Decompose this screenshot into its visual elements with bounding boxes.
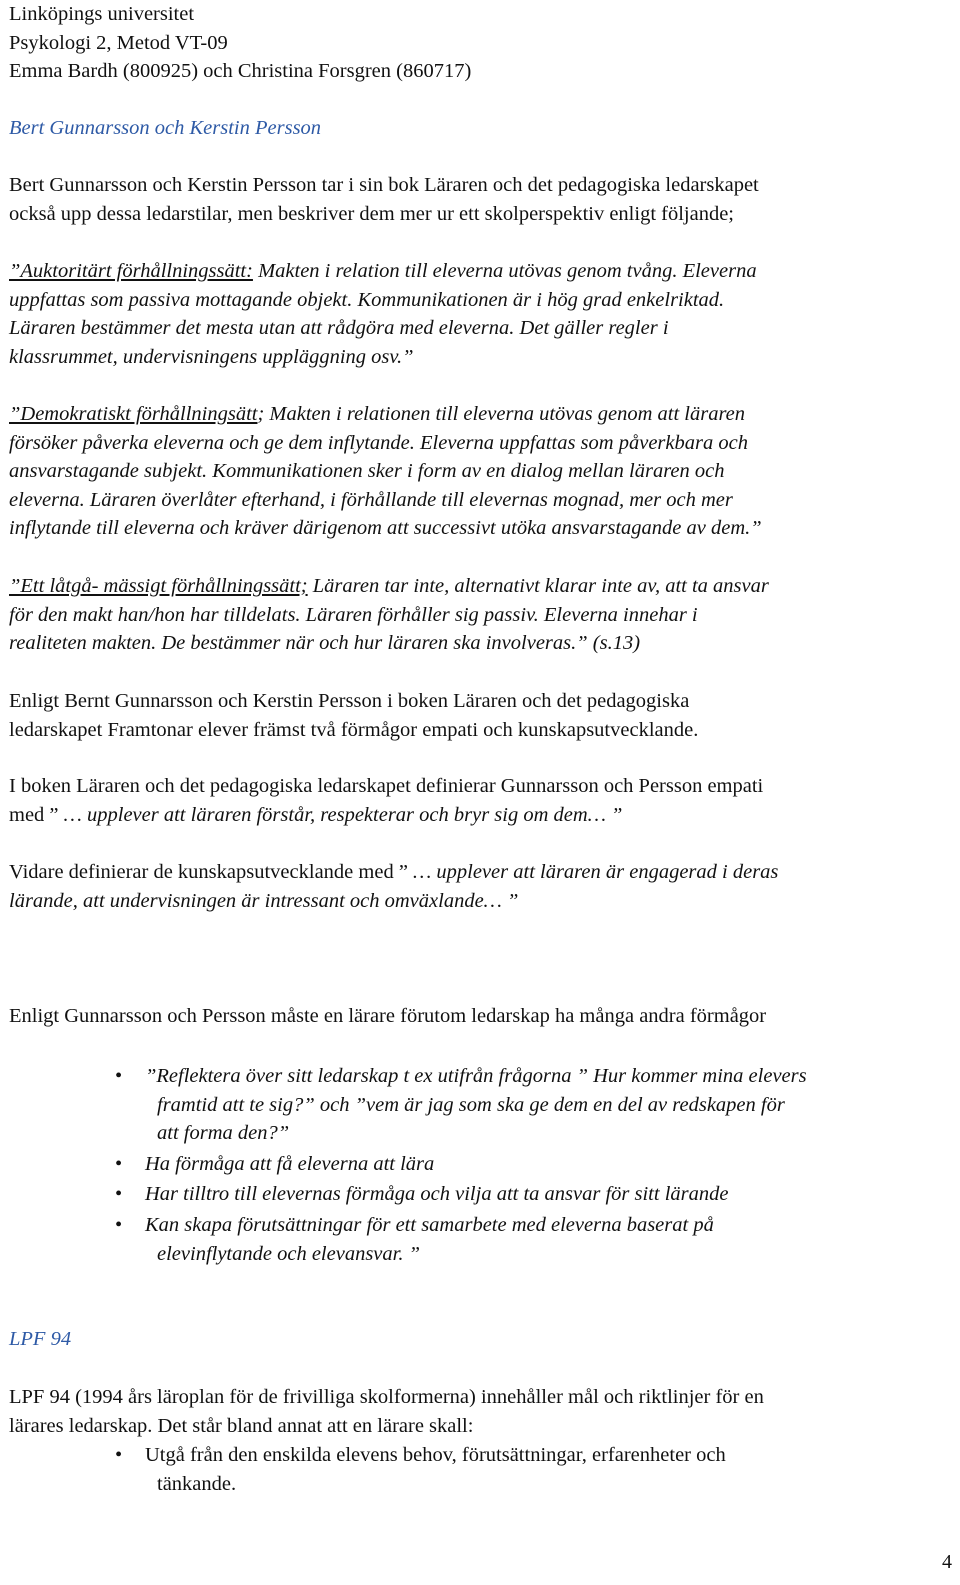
text-line: Bert Gunnarsson och Kerstin Persson tar i sin bok Läraren och det pedagogiska ledarskapet xyxy=(9,174,759,196)
paragraph-lpf xyxy=(9,1383,954,1440)
term-demokratiskt: ”Demokratiskt förhållningsätt xyxy=(9,403,258,425)
list-item: • Ha förmåga att få eleverna att lära xyxy=(145,1150,960,1179)
term-latga: ”Ett låtgå- mässigt förhållningssätt; xyxy=(9,575,308,597)
header-course: Psykologi 2, Metod VT-09 xyxy=(9,31,228,54)
paragraph-formagor: Enligt Gunnarsson och Persson måste en lärare förutom ledarskap ha många andra förmågor xyxy=(9,1005,767,1027)
text-line: LPF 94 (1994 års läroplan för de frivilliga skolformerna) innehåller mål och riktlinjer för en xyxy=(9,1386,764,1408)
quote-demokratiskt xyxy=(9,400,954,543)
text-line: försöker påverka eleverna och ge dem inflytande. Eleverna uppfattas som påverkbara och xyxy=(9,431,748,454)
paragraph-kunskap xyxy=(9,858,954,915)
text-line: med ” xyxy=(9,803,64,826)
text-line: Läraren bestämmer det mesta utan att rådgöra med eleverna. Det gäller regler i xyxy=(9,317,669,340)
text-line: I boken Läraren och det pedagogiska ledarskapet definierar Gunnarsson och Persson empati xyxy=(9,775,764,797)
document-header xyxy=(9,0,471,86)
header-authors: Emma Bardh (800925) och Christina Forsgren (860717) xyxy=(9,60,472,83)
bullet-glyph: • xyxy=(115,1444,123,1466)
lpf-list xyxy=(115,1441,960,1498)
text-line: ledarskapet Framtonar elever främst två förmågor empati och kunskapsutvecklande. xyxy=(9,718,699,741)
list-item: • ”Reflektera över sitt ledarskap t ex utifrån frågorna ” Hur kommer mina elevers framtid att te sig?” och ”vem är jag som ska ge dem en del av redskapen för att forma den?” xyxy=(145,1062,960,1148)
text-line: Enligt Bernt Gunnarsson och Kerstin Persson i boken Läraren och det pedagogiska xyxy=(9,690,690,712)
paragraph-framtonar xyxy=(9,687,954,744)
page-number: 4 xyxy=(942,1551,952,1573)
list-item: • Utgå från den enskilda elevens behov, förutsättningar, erfarenheter och tänkande. xyxy=(145,1441,960,1498)
paragraph-empati xyxy=(9,772,954,829)
text-line: Vidare definierar de kunskapsutvecklande med ” xyxy=(9,861,414,883)
section-heading-gunnarsson: Bert Gunnarsson och Kerstin Persson xyxy=(9,117,322,139)
text-line: för den makt han/hon har tilldelats. Läraren förhåller sig passiv. Eleverna innehar i xyxy=(9,603,698,626)
text-line: Makten i relation till eleverna utövas genom tvång. Eleverna xyxy=(252,260,757,282)
bullet-glyph: • xyxy=(115,1183,123,1206)
intro-paragraph xyxy=(9,171,954,228)
quote-kunskap-cont: lärande, att undervisningen är intressant och omväxlande… ” xyxy=(9,889,519,912)
quote-latga xyxy=(9,572,954,658)
bullet-glyph: • xyxy=(115,1152,123,1175)
text-line: inflytande till eleverna och kräver därigenom att successivt utöka ansvarstagande av dem.” xyxy=(9,517,762,540)
text-line: ansvarstagande subjekt. Kommunikationen sker i form av en dialog mellan läraren och xyxy=(9,460,725,483)
list-item: • Har tilltro till elevernas förmåga och vilja att ta ansvar för sitt lärande xyxy=(145,1180,960,1209)
text-line: realiteten makten. De bestämmer när och hur läraren ska involveras.” (s.13) xyxy=(9,632,641,655)
list-item: • Kan skapa förutsättningar för ett samarbete med eleverna baserat på elevinflytande och elevansvar. ” xyxy=(145,1211,960,1268)
bullet-glyph: • xyxy=(115,1213,123,1236)
text-line: uppfattas som passiva mottagande objekt. Kommunikationen är i hög grad enkelriktad. xyxy=(9,288,725,311)
quote-empati: … upplever att läraren förstår, respekterar och bryr sig om dem… ” xyxy=(63,803,623,826)
text-line: också upp dessa ledarstilar, men beskriver dem mer ur ett skolperspektiv enligt följande; xyxy=(9,202,735,225)
text-line: eleverna. Läraren överlåter efterhand, i förhållande till elevernas mognad, mer och mer xyxy=(9,488,733,511)
formagor-list xyxy=(115,1062,960,1268)
header-university: Linköpings universitet xyxy=(9,3,195,25)
term-auktoritart: ”Auktoritärt förhållningssätt: xyxy=(9,260,253,282)
text-line: Läraren tar inte, alternativt klarar inte av, att ta ansvar xyxy=(307,575,769,597)
section-heading-lpf: LPF 94 xyxy=(9,1328,72,1350)
bullet-glyph: • xyxy=(115,1065,123,1087)
text-line: klassrummet, undervisningens uppläggning osv.” xyxy=(9,345,414,368)
quote-kunskap: … upplever att läraren är engagerad i deras xyxy=(413,861,779,883)
quote-auktoritart xyxy=(9,257,954,371)
text-line: ; Makten i relationen till eleverna utövas genom att läraren xyxy=(257,403,746,425)
text-line: lärares ledarskap. Det står bland annat att en lärare skall: xyxy=(9,1414,474,1437)
